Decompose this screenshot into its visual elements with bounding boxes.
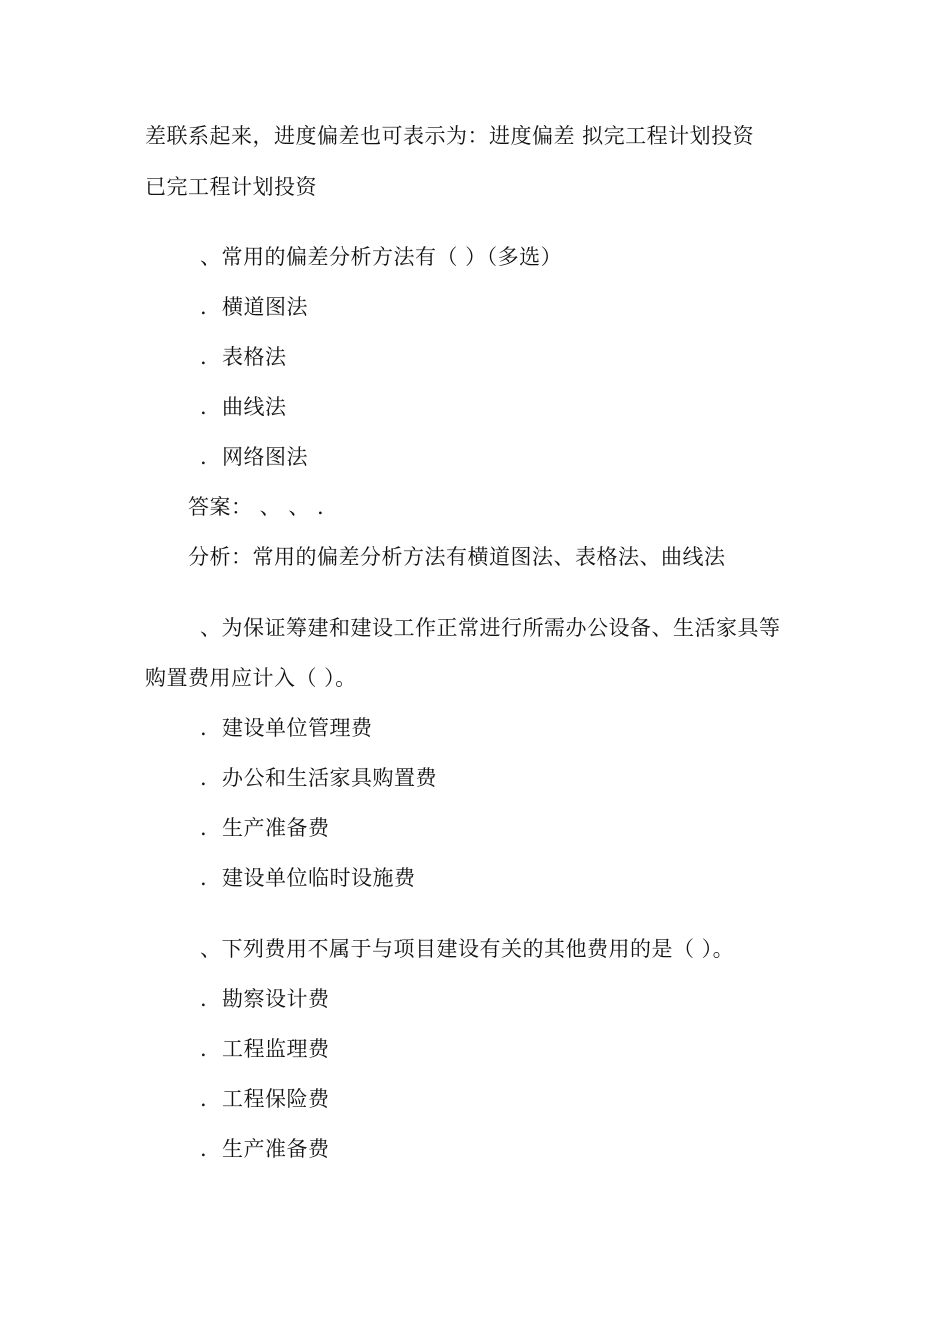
question-2-stem-line-2: 购置费用应计入（ ）。 (145, 666, 357, 690)
option-text: 生产准备费 (222, 816, 330, 840)
option-text: 建设单位临时设施费 (222, 866, 416, 890)
question-1-option-d (200, 443, 308, 471)
intro-line-1: 差联系起来，进度偏差也可表示为：进度偏差 拟完工程计划投资 (145, 124, 755, 148)
question-3-option-c (200, 1085, 330, 1113)
question-1-analysis: 分析：常用的偏差分析方法有横道图法、表格法、曲线法 (188, 545, 726, 569)
question-3-option-a (200, 985, 330, 1013)
option-text: 横道图法 (222, 295, 308, 319)
option-marker: . (200, 445, 208, 469)
option-marker: . (200, 716, 208, 740)
option-text: 工程保险费 (222, 1087, 330, 1111)
option-text: 勘察设计费 (222, 987, 330, 1011)
question-1-option-b (200, 343, 287, 371)
question-1-stem: 、常用的偏差分析方法有（ ）（多选） (200, 245, 563, 269)
question-3-stem: 、下列费用不属于与项目建设有关的其他费用的是（ ）。 (200, 937, 735, 961)
option-text: 工程监理费 (222, 1037, 330, 1061)
option-marker: . (200, 345, 208, 369)
option-marker: . (200, 295, 208, 319)
question-3-option-d (200, 1135, 330, 1163)
option-marker: . (200, 1087, 208, 1111)
option-marker: . (200, 866, 208, 890)
question-2-stem-line-1: 、为保证筹建和建设工作正常进行所需办公设备、生活家具等 (200, 616, 781, 640)
question-1-answer: 答案： 、 、 . (188, 495, 325, 519)
intro-line-2: 已完工程计划投资 (145, 175, 317, 199)
option-text: 建设单位管理费 (222, 716, 373, 740)
option-marker: . (200, 987, 208, 1011)
option-text: 表格法 (222, 345, 287, 369)
question-2-option-d (200, 864, 416, 892)
option-marker: . (200, 395, 208, 419)
question-2-option-b (200, 764, 437, 792)
option-text: 网络图法 (222, 445, 308, 469)
question-1-option-a (200, 293, 308, 321)
option-marker: . (200, 1037, 208, 1061)
question-2-option-a (200, 714, 373, 742)
option-marker: . (200, 766, 208, 790)
option-text: 办公和生活家具购置费 (222, 766, 437, 790)
question-3-option-b (200, 1035, 330, 1063)
option-text: 生产准备费 (222, 1137, 330, 1161)
option-marker: . (200, 1137, 208, 1161)
option-marker: . (200, 816, 208, 840)
option-text: 曲线法 (222, 395, 287, 419)
question-2-option-c (200, 814, 330, 842)
question-1-option-c (200, 393, 287, 421)
